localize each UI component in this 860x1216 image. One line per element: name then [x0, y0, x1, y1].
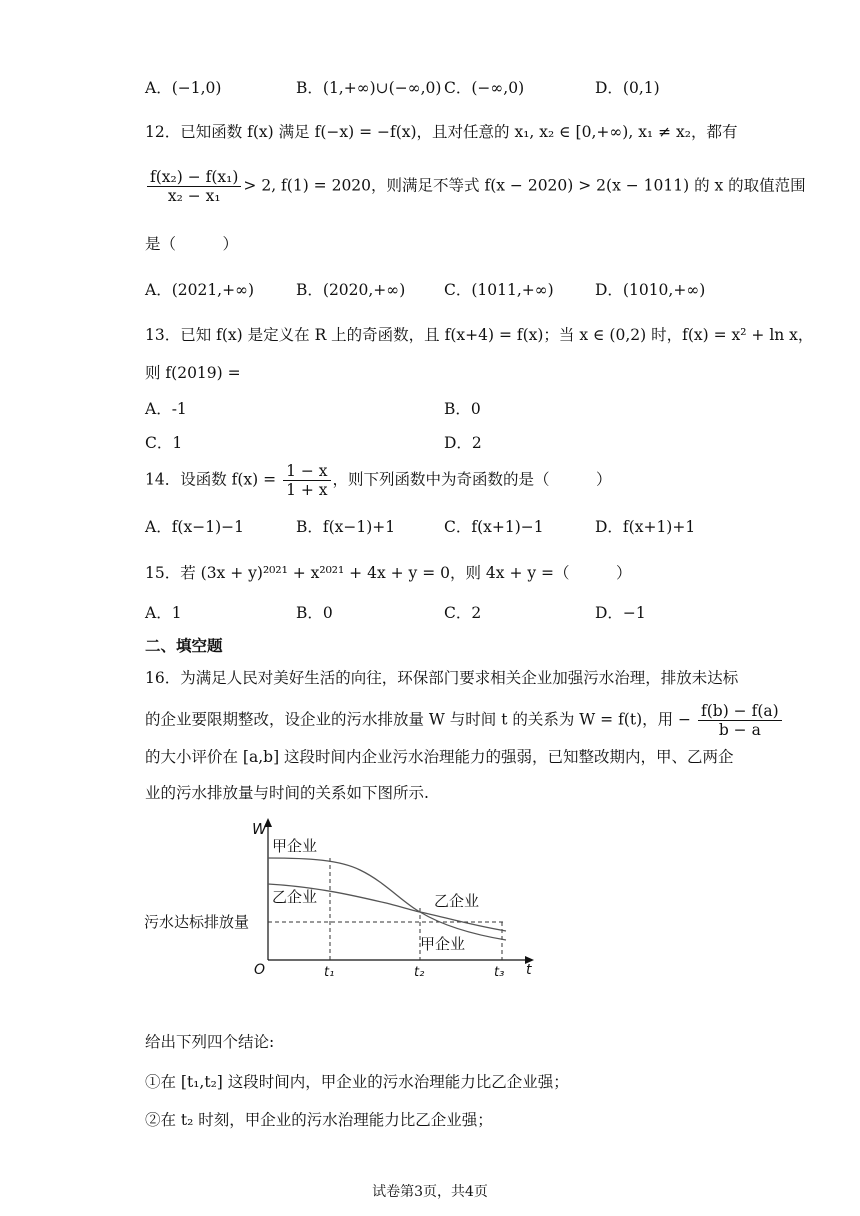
q12-stem-line2 — [145, 168, 806, 205]
q12-option-c: C．(1011,+∞) — [444, 281, 554, 299]
x-axis-label: t — [526, 962, 532, 978]
q14-option-a: A．f(x−1)−1 — [145, 518, 244, 536]
q16-stem-line3: 的大小评价在 [a,b] 这段时间内企业污水治理能力的强弱，已知整改期内，甲、乙两企 — [145, 748, 734, 766]
q12-option-a: A．(2021,+∞) — [145, 281, 255, 299]
q14-fraction-denominator: 1 + x — [286, 481, 328, 499]
page-footer: 试卷第3页，共4页 — [372, 1184, 488, 1200]
t3-label: t₃ — [494, 965, 505, 980]
q14-stem-suffix: ，则下列函数中为奇函数的是（ ） — [332, 470, 612, 489]
section-title-fill-in: 二、填空题 — [145, 637, 223, 655]
q15-option-b: B．0 — [296, 604, 333, 622]
q16-stem-line2-prefix: 的企业要限期整改，设企业的污水排放量 W 与时间 t 的关系为 W = f(t)，用 − — [145, 710, 692, 729]
q13-option-c: C．1 — [145, 434, 183, 452]
q11-option-d: D．(0,1) — [595, 79, 660, 97]
q14-option-b: B．f(x−1)+1 — [296, 518, 396, 536]
q13-option-a: A．-1 — [145, 400, 187, 418]
q13-stem-line1: 13．已知 f(x) 是定义在 R 上的奇函数，且 f(x+4) = f(x)；当 x ∈ (0,2) 时，f(x) = x² + ln x， — [145, 326, 814, 344]
q15-stem: 15．若 (3x + y)²⁰²¹ + x²⁰²¹ + 4x + y = 0，则 4x + y =（ ） — [145, 564, 632, 582]
label-jia-top: 甲企业 — [272, 837, 318, 855]
origin-label: O — [254, 962, 266, 978]
t2-label: t₂ — [414, 965, 425, 980]
label-jia-bottom: 甲企业 — [420, 935, 466, 953]
t1-label: t₁ — [324, 965, 335, 980]
q11-option-b: B．(1,+∞)∪(−∞,0) — [296, 79, 442, 97]
q15-option-d: D．−1 — [595, 604, 646, 622]
q14-fraction — [283, 462, 330, 499]
q16-stem-line2 — [145, 702, 784, 739]
q14-option-d: D．f(x+1)+1 — [595, 518, 696, 536]
label-yi-left: 乙企业 — [272, 888, 318, 906]
y-axis-label: W — [252, 820, 267, 838]
q13-stem-line2: 则 f(2019) = — [145, 364, 241, 382]
q14-fraction-numerator: 1 − x — [283, 462, 330, 481]
q15-option-a: A．1 — [145, 604, 182, 622]
emission-figure — [140, 812, 550, 982]
q13-option-d: D．2 — [444, 434, 482, 452]
q11-option-a: A．(−1,0) — [145, 79, 222, 97]
q15-option-c: C．2 — [444, 604, 482, 622]
q16-fraction — [698, 702, 782, 739]
q12-fraction — [147, 168, 241, 205]
q12-stem-line1: 12．已知函数 f(x) 满足 f(−x) = −f(x)，且对任意的 x₁, x₂ ∈ [0,+∞), x₁ ≠ x₂，都有 — [145, 123, 738, 141]
q14-stem-prefix: 14．设函数 f(x) = — [145, 470, 277, 489]
standard-level-label: 污水达标排放量 — [144, 913, 250, 931]
q11-option-c: C．(−∞,0) — [444, 79, 525, 97]
q13-option-b: B．0 — [444, 400, 481, 418]
q14-stem — [145, 462, 612, 499]
q16-fraction-denominator: b − a — [718, 721, 761, 739]
q12-option-d: D．(1010,+∞) — [595, 281, 706, 299]
q12-fraction-denominator: x₂ − x₁ — [167, 187, 221, 205]
q16-fraction-numerator: f(b) − f(a) — [698, 702, 782, 721]
q12-stem-line2-rest: > 2, f(1) = 2020，则满足不等式 f(x − 2020) > 2(x − 1011) 的 x 的取值范围 — [243, 176, 806, 195]
conclusion-2: ②在 t₂ 时刻，甲企业的污水治理能力比乙企业强； — [145, 1111, 493, 1129]
conclusions-intro: 给出下列四个结论: — [145, 1033, 275, 1051]
conclusion-1: ①在 [t₁,t₂] 这段时间内，甲企业的污水治理能力比乙企业强； — [145, 1073, 569, 1091]
q14-option-c: C．f(x+1)−1 — [444, 518, 544, 536]
q12-stem-line3: 是（ ） — [145, 235, 239, 253]
q12-option-b: B．(2020,+∞) — [296, 281, 406, 299]
q16-stem-line1: 16．为满足人民对美好生活的向往，环保部门要求相关企业加强污水治理，排放未达标 — [145, 669, 739, 687]
label-yi-right: 乙企业 — [434, 892, 480, 910]
q16-stem-line4: 业的污水排放量与时间的关系如下图所示. — [145, 784, 429, 802]
q12-fraction-numerator: f(x₂) − f(x₁) — [147, 168, 241, 187]
